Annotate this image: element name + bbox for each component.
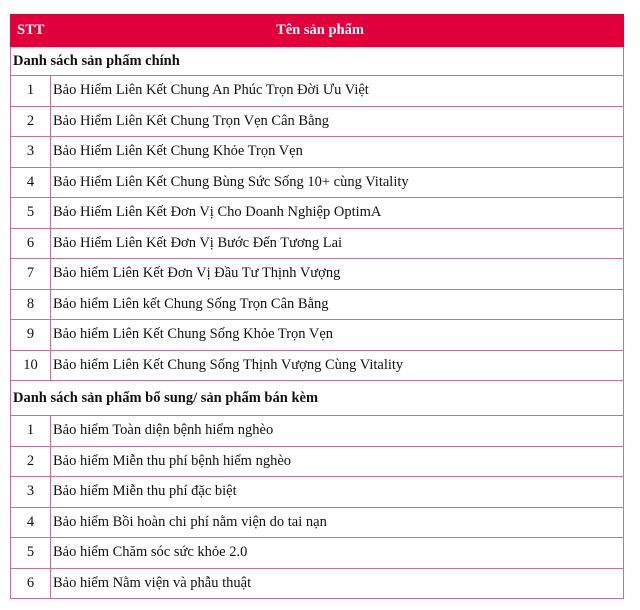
table-row: [11, 568, 624, 599]
table-row: [11, 259, 624, 290]
section-header-main-products: [11, 47, 624, 76]
table-row: [11, 538, 624, 569]
row-product-name: Bảo hiểm Liên Kết Chung Sống Thịnh Vượng Cùng Vitality: [51, 350, 624, 381]
table-row: [11, 416, 624, 447]
row-product-name: Bảo Hiểm Liên Kết Đơn Vị Cho Doanh Nghiệp OptimA: [51, 198, 624, 229]
row-stt: 6: [11, 228, 51, 259]
table-row: [11, 106, 624, 137]
row-product-name: Bảo Hiểm Liên Kết Chung An Phúc Trọn Đời Ưu Việt: [51, 76, 624, 107]
row-stt: 10: [11, 350, 51, 381]
table-row: [11, 507, 624, 538]
row-stt: 7: [11, 259, 51, 290]
row-stt: 9: [11, 320, 51, 351]
row-product-name: Bảo Hiểm Liên Kết Đơn Vị Bước Đến Tương Lai: [51, 228, 624, 259]
row-stt: 3: [11, 137, 51, 168]
row-stt: 2: [11, 106, 51, 137]
row-stt: 5: [11, 198, 51, 229]
row-product-name: Bảo Hiểm Liên Kết Chung Khỏe Trọn Vẹn: [51, 137, 624, 168]
row-product-name: Bảo hiểm Bồi hoàn chi phí nằm viện do tai nạn: [51, 507, 624, 538]
row-stt: 2: [11, 446, 51, 477]
column-header-product-name: Tên sản phẩm: [51, 15, 624, 47]
table-row: [11, 446, 624, 477]
row-stt: 3: [11, 477, 51, 508]
column-header-stt: STT: [11, 15, 51, 47]
row-stt: 1: [11, 416, 51, 447]
row-product-name: Bảo hiểm Nằm viện và phẫu thuật: [51, 568, 624, 599]
table-row: [11, 137, 624, 168]
table-row: [11, 350, 624, 381]
section-title: Danh sách sản phẩm bổ sung/ sản phẩm bán kèm: [11, 381, 624, 416]
row-product-name: Bảo hiểm Miễn thu phí đặc biệt: [51, 477, 624, 508]
row-stt: 4: [11, 167, 51, 198]
row-stt: 6: [11, 568, 51, 599]
table-row: [11, 320, 624, 351]
product-table: [10, 14, 624, 599]
table-row: [11, 167, 624, 198]
table-row: [11, 477, 624, 508]
row-product-name: Bảo Hiểm Liên Kết Chung Bùng Sức Sống 10+ cùng Vitality: [51, 167, 624, 198]
row-product-name: Bảo hiểm Liên Kết Chung Sống Khỏe Trọn Vẹn: [51, 320, 624, 351]
row-stt: 1: [11, 76, 51, 107]
table-row: [11, 198, 624, 229]
row-product-name: Bảo hiểm Chăm sóc sức khỏe 2.0: [51, 538, 624, 569]
row-product-name: Bảo Hiểm Liên Kết Chung Trọn Vẹn Cân Bằng: [51, 106, 624, 137]
table-row: [11, 289, 624, 320]
row-stt: 4: [11, 507, 51, 538]
row-stt: 8: [11, 289, 51, 320]
row-product-name: Bảo hiểm Toàn diện bệnh hiểm nghèo: [51, 416, 624, 447]
row-product-name: Bảo hiểm Miễn thu phí bệnh hiểm nghèo: [51, 446, 624, 477]
row-product-name: Bảo hiểm Liên Kết Đơn Vị Đầu Tư Thịnh Vượng: [51, 259, 624, 290]
row-product-name: Bảo hiểm Liên kết Chung Sống Trọn Cân Bằng: [51, 289, 624, 320]
table-row: [11, 76, 624, 107]
section-title: Danh sách sản phẩm chính: [11, 47, 624, 76]
table-row: [11, 228, 624, 259]
table-header-row: [11, 15, 624, 47]
row-stt: 5: [11, 538, 51, 569]
section-header-supplementary-products: [11, 381, 624, 416]
